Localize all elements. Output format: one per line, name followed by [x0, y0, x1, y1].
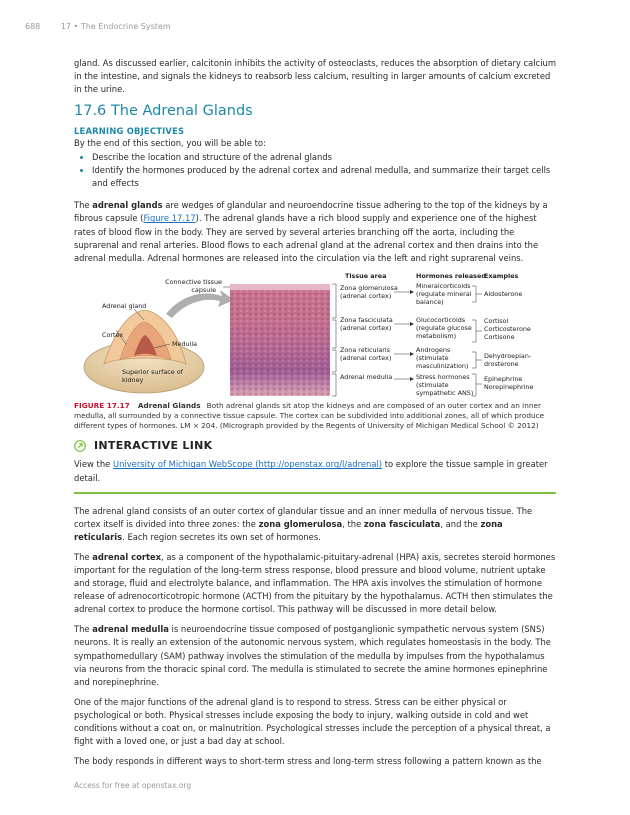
zoom-arrow — [166, 290, 234, 318]
header-tissue-area: Tissue area — [345, 271, 387, 280]
svg-text:masculinization): masculinization) — [416, 361, 469, 370]
svg-text:drosterone: drosterone — [484, 359, 519, 368]
link-icon — [74, 440, 86, 452]
figure-17-17-link[interactable]: Figure 17.17 — [143, 213, 196, 224]
text-span: are wedges of glandular and neuroendocrine tissue adhering to the top of the kidneys by a fibrous capsule ( — [74, 200, 548, 224]
svg-text:(adrenal cortex): (adrenal cortex) — [340, 323, 392, 332]
header-examples: Examples — [484, 271, 519, 280]
svg-text:(adrenal cortex): (adrenal cortex) — [340, 291, 392, 300]
svg-text:Norepinephrine: Norepinephrine — [484, 382, 534, 391]
stress-response-paragraph: The body responds in different ways to short-term stress and long-term stress following a pattern known as the — [74, 756, 542, 767]
svg-text:metabolism): metabolism) — [416, 331, 457, 340]
adrenal-gland-label: Adrenal gland — [102, 301, 147, 310]
key-term-adrenal-cortex: adrenal cortex — [92, 551, 162, 562]
text-span: , as a component of the hypothalamic-pituitary-adrenal (HPA) axis, secretes steroid hormones important for the regulation of the long-term stress response, blood pressure and blood volume, nutrient uptake and storage, fluid and electrolyte balance, and inflammation. The HPA axis involves the stimulation of hormone release of adrenocorticotropic hormone (ACTH) from the pituitary by the hypothalamus. ACTH then stimulates the adrenal cortex to produce the hormone cortisol. This pathway will be discussed in more detail below. — [74, 551, 556, 615]
chapter-title: 17 • The Endocrine System — [60, 22, 171, 31]
svg-text:Androgens: Androgens — [416, 345, 451, 354]
text-span: is neuroendocrine tissue composed of postganglionic sympathetic nervous system (SNS) neurons. It is really an extension of the autonomic nervous system, which regulates homeostasis in the body. The sympathomedullary (SAM) pathway involves the stimulation of the medulla by impulses from the hypothalamus via neurons from the thoracic spinal cord. The medulla is stimulated to secrete the amine hormones epinephrine and norepinephrine. — [74, 624, 551, 687]
text-span: The — [74, 624, 93, 635]
svg-text:Zona fasciculata: Zona fasciculata — [340, 315, 393, 324]
adrenal-cortex-paragraph — [74, 551, 556, 616]
learning-objectives-intro: By the end of this section, you will be able to: — [74, 138, 266, 149]
webscope-link[interactable]: University of Michigan WebScope (http://openstax.org/l/adrenal) — [112, 459, 383, 470]
kidney-label-line1: Superior surface of — [122, 367, 183, 376]
micrograph-capsule-band — [230, 284, 330, 290]
svg-text:(regulate mineral: (regulate mineral — [416, 289, 472, 298]
adrenal-medulla-paragraph — [74, 623, 556, 688]
svg-text:Glucocorticoids: Glucocorticoids — [416, 315, 466, 324]
interactive-link-header — [74, 439, 556, 452]
svg-text:(regulate glucose: (regulate glucose — [416, 323, 472, 332]
text-span: . Each region secretes its own set of hormones. — [122, 531, 321, 542]
text-span: View the — [74, 459, 113, 470]
text-span: The — [74, 200, 93, 211]
svg-text:Corticosterone: Corticosterone — [484, 324, 531, 333]
svg-text:Stress hormones: Stress hormones — [416, 372, 470, 381]
interactive-link-title: INTERACTIVE LINK — [94, 439, 213, 453]
svg-text:Mineralcorticoids: Mineralcorticoids — [416, 281, 471, 290]
adrenal-figure — [74, 272, 556, 397]
svg-text:Cortisol: Cortisol — [484, 316, 509, 325]
key-term-adrenal-medulla: adrenal medulla — [92, 624, 169, 635]
svg-text:(stimulate: (stimulate — [416, 353, 449, 362]
key-term-adrenal-glands: adrenal glands — [92, 200, 163, 211]
svg-text:Adrenal medulla: Adrenal medulla — [340, 372, 393, 381]
page-footer: Access for free at openstax.org — [74, 781, 192, 790]
section-divider — [74, 492, 556, 494]
stress-paragraph: One of the major functions of the adrenal gland is to respond to stress. Stress can be either physical or psychological or both. Physical stresses include exposing the body to injury, walking outside in cold and wet conditions without a coat on, or malnutrition. Psychological stresses include the perception of a physical threat, a fight with a loved one, or just a bad day at school. — [74, 696, 551, 747]
header-hormones: Hormones released — [416, 271, 486, 280]
text-span: ). The adrenal glands have a rich blood supply and experience one of the highest rates of blood flow in the body. They are served by several arteries branching off the aorta, including the suprarenal and renal arteries. Blood flows to each adrenal gland at the adrenal cortex and then drains into the adrenal medulla. Adrenal hormones are released into the circulation via the left and right suprarenal veins. — [74, 213, 539, 263]
svg-text:Zona glomerulosa: Zona glomerulosa — [340, 283, 398, 292]
capsule-label-line2: capsule — [191, 285, 216, 294]
svg-text:Dehydroepian-: Dehydroepian- — [484, 351, 532, 360]
text-span: to explore the tissue sample in greater detail. — [74, 459, 548, 483]
adrenal-figure-illustration — [74, 272, 556, 397]
figure-title: Adrenal Glands — [137, 400, 201, 410]
svg-text:Zona reticularis: Zona reticularis — [340, 345, 390, 354]
learning-objective-item: • Describe the location and structure of the adrenal glands — [92, 151, 556, 164]
text-span: , the — [342, 518, 364, 529]
main-content — [74, 57, 556, 775]
kidney-label-line2: kidney — [122, 375, 144, 384]
svg-text:Epinephrine: Epinephrine — [484, 374, 523, 383]
text-span: The — [74, 551, 93, 562]
capsule-label-line1: Connective tissue — [165, 277, 222, 286]
svg-text:Aldosterone: Aldosterone — [484, 289, 523, 298]
svg-text:sympathetic ANS): sympathetic ANS) — [416, 388, 474, 397]
learning-objective-item: • Identify the hormones produced by the adrenal cortex and adrenal medulla, and summarize their target cells and effects — [92, 164, 556, 190]
medulla-label: Medulla — [172, 339, 198, 348]
svg-text:(stimulate: (stimulate — [416, 380, 449, 389]
key-term-zona-reticularis: zona reticularis — [74, 518, 503, 542]
figure-table-text — [340, 282, 533, 397]
page-number: 688 — [25, 22, 41, 31]
running-head — [25, 22, 171, 31]
cortex-label: Cortex — [102, 330, 124, 339]
learning-objectives-heading: LEARNING OBJECTIVES — [74, 126, 185, 137]
svg-text:(adrenal cortex): (adrenal cortex) — [340, 353, 392, 362]
text-span: The adrenal gland consists of an outer cortex of glandular tissue and an inner medulla of nervous tissue. The cortex itself is divided into three zones: the — [74, 505, 533, 529]
adrenal-glands-paragraph — [74, 199, 556, 264]
svg-text:balance): balance) — [416, 297, 444, 306]
key-term-zona-fasciculata: zona fasciculata — [363, 518, 441, 529]
figure-caption — [74, 401, 556, 432]
row-arrows — [410, 290, 414, 381]
micrograph-texture — [230, 284, 330, 396]
key-term-zona-glomerulosa: zona glomerulosa — [258, 518, 343, 529]
svg-text:Cortisone: Cortisone — [484, 332, 515, 341]
text-span: , and the — [440, 518, 481, 529]
figure-label: FIGURE 17.17 — [74, 400, 130, 410]
interactive-link-text — [74, 458, 556, 484]
adrenal-zones-paragraph — [74, 505, 556, 544]
figure-caption-text: Both adrenal glands sit atop the kidneys and are composed of an outer cortex and an inner medulla, all surrounded by a connective tissue capsule. The cortex can be subdivided into additional zones, all of which produce different types of hormones. LM × 204. (Micrograph provided by the Regents of University of Michigan Medical School © 2012) — [74, 400, 545, 431]
section-title: 17.6 The Adrenal Glands — [74, 103, 253, 120]
intro-paragraph: gland. As discussed earlier, calcitonin inhibits the activity of osteoclasts, reduces the absorption of dietary calcium in the intestine, and signals the kidneys to reabsorb less calcium, resulting in larger amounts of calcium excreted in the urine. — [74, 58, 556, 95]
learning-objectives-list — [74, 151, 556, 190]
